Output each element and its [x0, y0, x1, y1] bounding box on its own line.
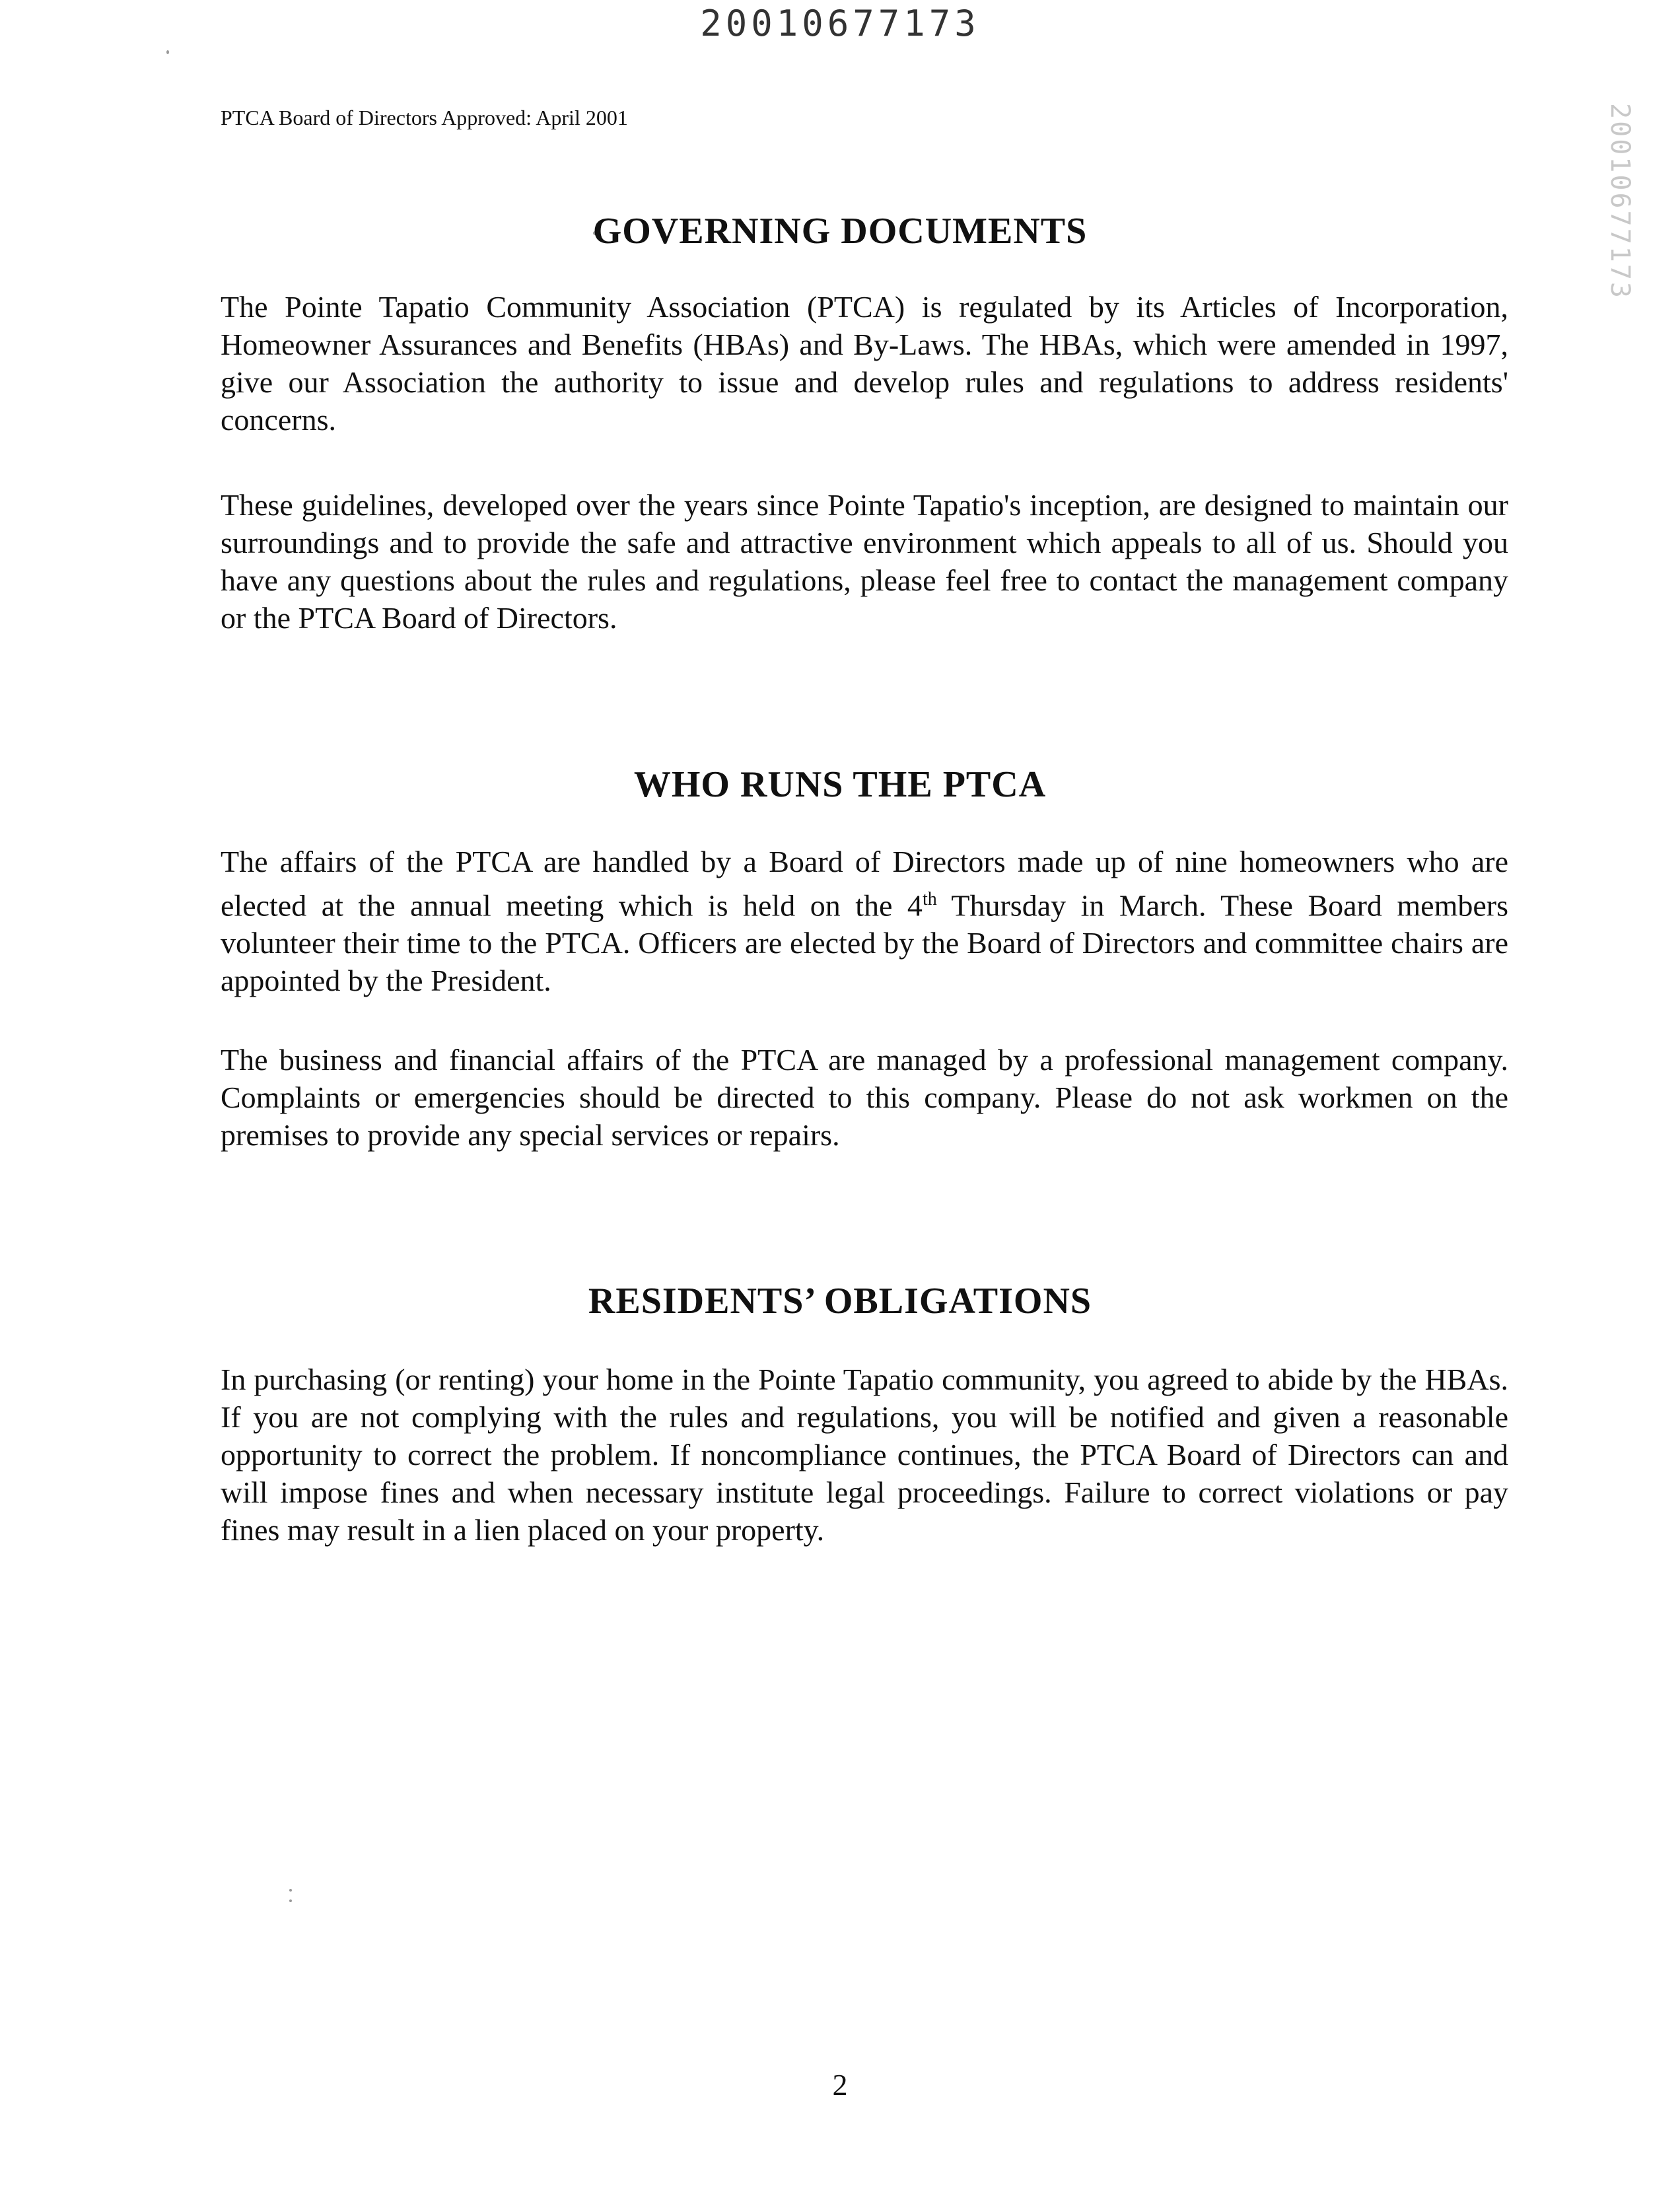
- paragraph-residents-obligations: In purchasing (or renting) your home in the Pointe Tapatio community, you agreed to abide by the HBAs. If you are not complying with the rules and regulations, you will be notified and given a reasonable opportunity to correct the problem. If noncompliance continues, the PTCA Board of Directors can and will impose fines and when necessary institute legal proceedings. Failure to correct violations or pay fines may result in a lien placed on your property.: [221, 1363, 1508, 1547]
- paragraph-who-runs-2: The business and financial affairs of the PTCA are managed by a professional management company. Complaints or emergencies should be directed to this company. Please do not ask workmen on the premises to provide any special services or repairs.: [221, 1043, 1508, 1152]
- section-heading-who-runs: WHO RUNS THE PTCA: [633, 764, 1047, 805]
- scanner-stamp: [1592, 92, 1635, 310]
- paragraph-text: The affairs of the PTCA are handled by a Board of Directors made up of nine homeowners who are elected at the annual meeting which is held on the 4: [221, 845, 1508, 923]
- paragraph-governing-2: These guidelines, developed over the years since Pointe Tapatio's inception, are designed to maintain our surroundings and to provide the safe and attractive environment which appeals to all of us. Should you have any questions about the rules and regulations, please feel free to contact the management company or the PTCA Board of Directors.: [221, 488, 1508, 635]
- svg-text:20010677173: 20010677173: [1605, 103, 1635, 300]
- page-number: 2: [832, 2068, 848, 2102]
- document-id-stamp: 20010677173: [700, 3, 980, 44]
- approval-line: PTCA Board of Directors Approved: April 2001: [221, 106, 628, 129]
- section-heading-governing-documents: GOVERNING DOCUMENTS: [592, 211, 1088, 252]
- scan-speck: [289, 1889, 292, 1892]
- paragraph-text: Thursday in March. These Board members volunteer their time to the PTCA. Officers are elected by the Board of Directors and committee chairs are appointed by the President.: [221, 888, 1509, 998]
- paragraph-governing-1: The Pointe Tapatio Community Association (PTCA) is regulated by its Articles of Incorporation, Homeowner Assurances and Benefits (HBAs) and By-Laws. The HBAs, which were amended in 1997, give our Association the authority to issue and develop rules and regulations to address residents' concerns.: [221, 290, 1508, 437]
- scan-speck: [166, 50, 169, 54]
- scan-speck: [289, 1899, 292, 1902]
- ordinal-suffix: th: [922, 889, 937, 909]
- section-heading-residents-obligations: RESIDENTS’ OBLIGATIONS: [588, 1281, 1092, 1322]
- paragraph-who-runs-1: [221, 843, 1508, 999]
